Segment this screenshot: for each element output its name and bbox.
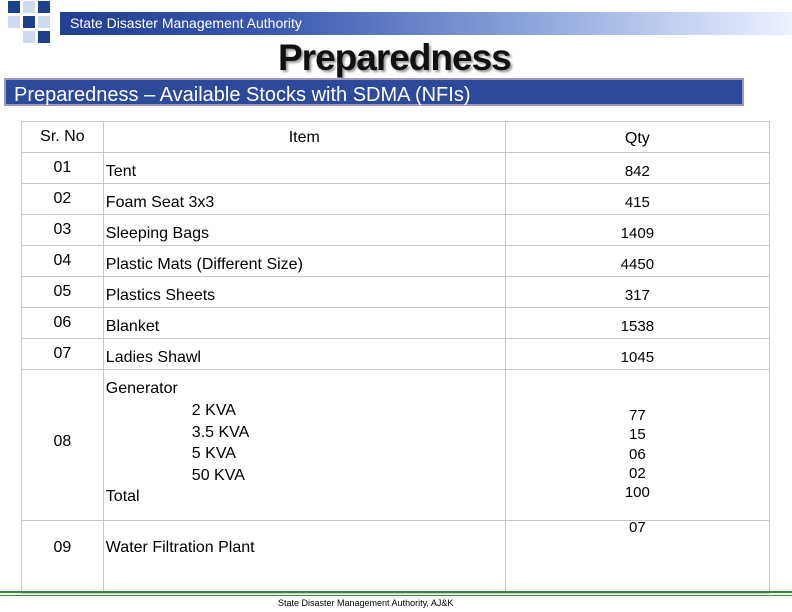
decor-square: [23, 16, 35, 28]
sr-number: 09: [53, 539, 72, 556]
table-row: [22, 153, 770, 184]
sr-number: 05: [53, 283, 72, 300]
sr-number: 04: [53, 252, 72, 269]
table-row: [22, 339, 770, 370]
item-name: Ladies Shawl: [105, 349, 201, 366]
column-header-sr: Sr. No: [22, 122, 104, 153]
generator-sub-item: 3.5 KVA: [191, 424, 250, 441]
sr-number: 01: [53, 159, 72, 176]
item-name: Sleeping Bags: [105, 225, 209, 242]
sr-number: 08: [53, 433, 72, 450]
item-qty: 1409: [620, 225, 655, 242]
table-row: [22, 246, 770, 277]
table-row-generator: [22, 370, 770, 521]
table-row: [22, 308, 770, 339]
subtitle: Preparedness – Available Stocks with SDMA (NFIs): [14, 84, 471, 106]
table-row: [22, 277, 770, 308]
table-row-water-filtration: [22, 521, 770, 594]
org-name: State Disaster Management Authority: [70, 15, 302, 31]
stock-table: [21, 121, 770, 594]
generator-sub-item: 2 KVA: [191, 402, 236, 419]
generator-qty: 15: [629, 426, 646, 443]
generator-qty: 06: [629, 446, 646, 463]
item-name: Plastic Mats (Different Size): [105, 256, 303, 273]
column-header-item: Item: [103, 122, 505, 153]
decor-square: [38, 31, 50, 43]
decor-square: [23, 31, 35, 43]
item-name: Water Filtration Plant: [105, 539, 255, 556]
item-qty: 1538: [620, 318, 655, 335]
item-qty: 415: [624, 194, 650, 211]
page-title: Preparedness: [278, 37, 511, 78]
sr-number: 02: [53, 190, 72, 207]
footer-divider: [0, 591, 792, 593]
item-name: Blanket: [105, 318, 160, 335]
item-qty: 07: [629, 519, 646, 536]
item-name: Foam Seat 3x3: [105, 194, 215, 211]
item-qty: 4450: [620, 256, 655, 273]
decor-square: [23, 1, 35, 13]
table-header-row: [22, 122, 770, 153]
generator-total-qty: 100: [624, 484, 650, 501]
item-qty: 317: [624, 287, 650, 304]
sr-number: 06: [53, 314, 72, 331]
table-row: [22, 215, 770, 246]
generator-sub-item: 5 KVA: [191, 445, 236, 462]
generator-label: Generator: [105, 380, 178, 397]
decor-square: [8, 16, 20, 28]
item-qty: 1045: [620, 349, 655, 366]
item-name: Plastics Sheets: [105, 287, 216, 304]
footer-divider: [0, 595, 792, 596]
table-row: [22, 184, 770, 215]
generator-sub-item: 50 KVA: [191, 467, 245, 484]
item-qty: 842: [624, 163, 650, 180]
column-header-qty: Qty: [505, 122, 769, 153]
decor-square: [38, 16, 50, 28]
generator-qty: 77: [629, 407, 646, 424]
footer-text: State Disaster Management Authority, AJ&K: [278, 598, 454, 608]
decor-square: [8, 1, 20, 13]
decor-square: [38, 1, 50, 13]
sr-number: 03: [53, 221, 72, 238]
item-name: Tent: [105, 163, 137, 180]
generator-qty: 02: [629, 465, 646, 482]
sr-number: 07: [53, 345, 72, 362]
generator-total-label: Total: [105, 488, 140, 505]
